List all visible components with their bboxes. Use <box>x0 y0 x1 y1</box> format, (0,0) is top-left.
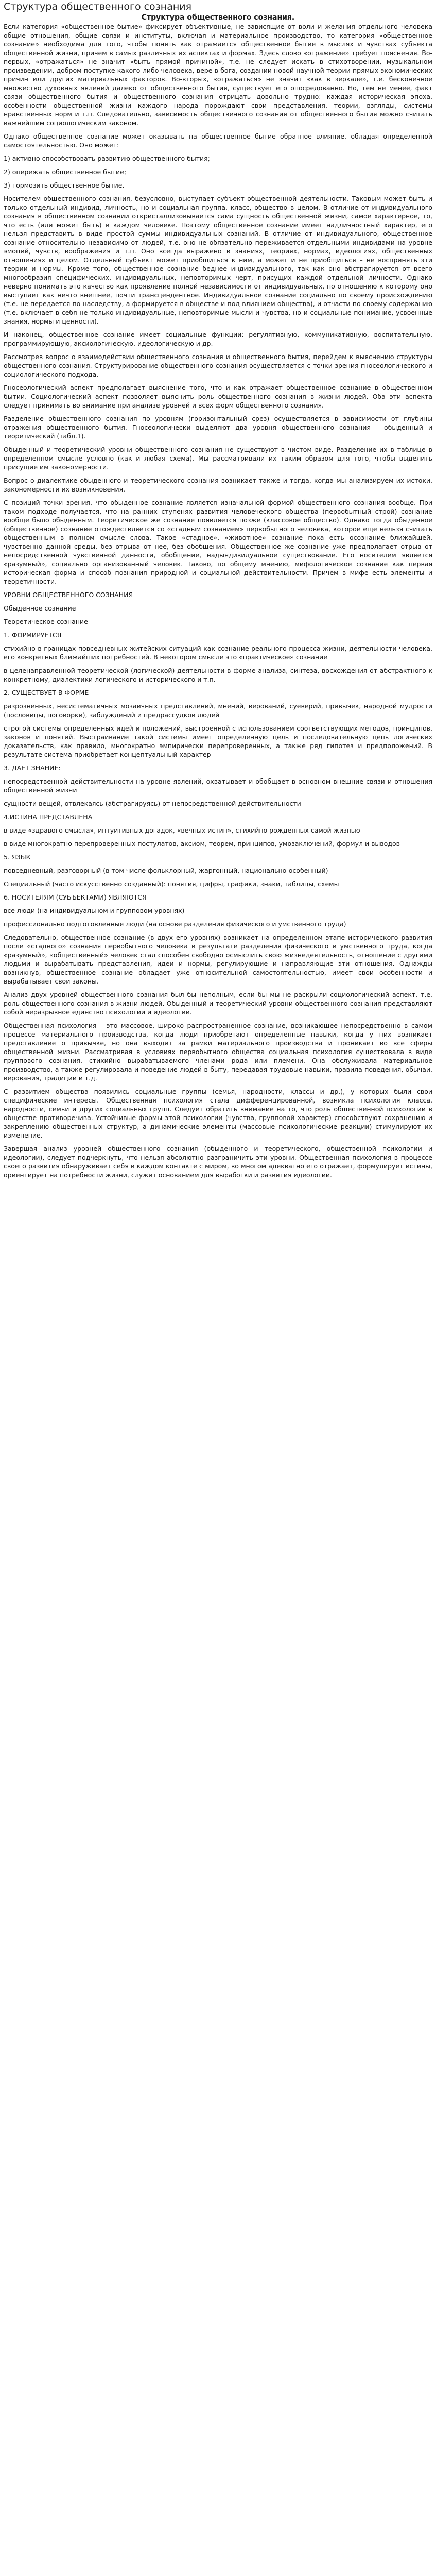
page-title: Структура общественного сознания <box>4 1 192 12</box>
paragraph: Гносеологический аспект предполагает выяснение того, что и как отражает общественное сознание в общественном бытии. Социологический аспект позволяет выяснить роль общественного сознания в жизни людей. Оба эти аспекта следует принимать во внимание при анализе уровней и всех форм общественного сознания. <box>4 384 432 409</box>
paragraph: Завершая анализ уровней общественного сознания (обыденного и теоретического, общественной психологии и идеологии), следует подчеркнуть, что нельзя абсолютно разграничить эти уровни. Общественная психология в процессе своего развития обнаруживает себя в каждом контакте с миром, во многом адекватно его отражает, формулирует истины, ориентирует на потребности жизни, служит основанием для выработки и развития идеологии. <box>4 1145 432 1179</box>
levels-theoretical-text: сущности вещей, отвлекаясь (абстрагируясь) от непосредственной действительности <box>4 800 301 807</box>
levels-section-title: 5. ЯЗЫК <box>4 853 31 861</box>
levels-ordinary-text: в виде «здравого смысла», интуитивных догадок, «вечных истин», стихийно рожденных самой жизнью <box>4 826 360 834</box>
levels-theoretical-text: в виде многократно перепроверенных постулатов, аксиом, теорем, принципов, умозаключений, формул и выводов <box>4 840 400 848</box>
levels-section-title: 1. ФОРМИРУЕТСЯ <box>4 631 62 639</box>
paragraph: Разделение общественного сознания по уровням (горизонтальный срез) осуществляется в зависимости от глубины отражения общественного бытия. Гносеологически выделяют два уровня общественного сознания – обыденный и теоретический (табл.1). <box>4 415 432 440</box>
paragraph: Однако общественное сознание может оказывать на общественное бытие обратное влияние, обладая определенной самостоятельностью. Оно может: <box>4 132 432 149</box>
levels-section-title: 3. ДАЕТ ЗНАНИЕ: <box>4 764 61 772</box>
paragraph: Носителем общественного сознания, безусловно, выступает субъект общественной деятельности. Таковым может быть и только отдельный индивид, личность, но и социальная группа, класс, общество в целом. В отличие от индивидуального сознания в общественном сознании откристаллизовывается сама сущность общественной жизни, самое характерное, то, что есть (или может быть) в каждом человеке. Поэтому общественное сознание имеет надличностный характер, его нельзя представить в виде простой суммы индивидуальных сознаний. В отличие от индивидуального, общественное сознание относительно независимо от людей, т.е. оно не обязательно переживается отдельными индивидами на уровне эмоций, чувств, воображения и т.п. Оно всегда выражено в знаниях, теориях, нормах, идеологиях, общественных отношениях и целом. Отдельный субъект может приобщиться к ним, а может и не приобщиться – не воспринять эти теории и нормы. Кроме того, общественное сознание беднее индивидуального, так как оно абстрагируется от всего многообразия специфических, индивидуальных, неповторимых черт, присущих каждой отдельной личности. Однако неверно понимать это качество как проявление полной независимости от индивидуальных, по отношению к которому оно выступает как нечто внешнее, почти трансцендентное. Индивидуальное сознание социально по своему происхождению (т.е. не передается по наследству, а формируется в обществе и под влиянием общества), и отчасти по своему содержанию (т.е. включает в себя не только индивидуальные, неповторимые мысли и чувства, но и социальные понимание, усвоенные знания, нормы и ценности). <box>4 195 432 325</box>
document-title: Структура общественного сознания. <box>141 13 295 22</box>
document-page <box>0 0 436 1183</box>
levels-ordinary-text: стихийно в границах повседневных житейских ситуаций как сознание реального процесса жизни, деятельности человека, его конкретных ближайших потребностей. В некотором смысле это «практическое» сознание <box>4 645 432 661</box>
levels-ordinary-label: Обыденное сознание <box>4 604 76 612</box>
list-item: 3) тормозить общественное бытие. <box>4 181 125 189</box>
levels-theoretical-text: в целенаправленной теоретической (логической) деятельности в форме анализа, синтеза, восхождения от абстрактного к конкретному, диалектики логического и исторического и т.п. <box>4 667 432 683</box>
paragraph: Вопрос о диалектике обыденного и теоретического сознания возникает также и тогда, когда мы анализируем их истоки, закономерности их возникновения. <box>4 477 432 493</box>
levels-section-title: 2. СУЩЕСТВУЕТ В ФОРМЕ <box>4 689 89 697</box>
paragraph: Общественная психология – это массовое, широко распространенное сознание, возникающее непосредственно в самом процессе материального производства, когда люди приобретают определенные навыки, когда у них возникает представление о привычке, но она выходит за рамки материального производства и проникает во все сферы общественной жизни. Рассматривая в условиях первобытного общества социальная психология существовала в виде группового сознания, стихийно вырабатываемого членами рода или племени. Она обслуживала материальное производство, а также регулировала и поведение людей в быту, передавая трудовые навыки, правила поведения, обычаи, верования, традиции и т.д. <box>4 1022 432 1082</box>
levels-ordinary-text: непосредственной действительности на уровне явлений, охватывает и обобщает в основном внешние связи и отношения общественной жизни <box>4 777 432 794</box>
levels-section-title: 4.ИСТИНА ПРЕДСТАВЛЕНА <box>4 813 93 821</box>
paragraph: С позиций точки зрения, что обыденное сознание является изначальной формой общественного сознания вообще. При таком подходе получается, что на ранних ступенях развития человеческого общества (первобытный строй) сознание вообще было обыденным. Теоретическое же сознание появляется позже (классовое общество). Однако тогда обыденное (общественное) сознание отождествляется со «стадным сознанием» первобытного человека, которое еще нельзя считать общественным в полном смысле слова. Такое «стадное», «животное» сознание пока есть осознание ближайшей, чувственно данной среды, без отрыва от нее, без обобщения. Общественное же сознание уже предполагает отрыв от непосредственной чувственной данности, обобщение, надындивидуальное существование. Его носителем является «разумный», социально организованный человек. Таково, по общему мнению, мифологическое сознание как первая историческая форма и способ познания природной и социальной действительности. Причем в мифе есть элементы и теоретичности. <box>4 499 432 585</box>
levels-theoretical-text: профессионально подготовленные люди (на основе разделения физического и умственного труда) <box>4 920 346 928</box>
list-item: 1) активно способствовать развитию общественного бытия; <box>4 155 210 162</box>
paragraph: Рассмотрев вопрос о взаимодействии общественного сознания и общественного бытия, перейдем к выяснению структуры общественного сознания. Структурирование общественного сознания осуществляется с точки зрения гносеологического и социологического подхода. <box>4 353 432 378</box>
list-item: 2) опережать общественное бытие; <box>4 168 127 176</box>
levels-heading: УРОВНИ ОБЩЕСТВЕННОГО СОЗНАНИЯ <box>4 591 133 599</box>
levels-ordinary-text: повседневный, разговорный (в том числе фольклорный, жаргонный, национально-особенный) <box>4 867 328 874</box>
paragraph: И наконец, общественное сознание имеет социальные функции: регулятивную, коммуникативную, воспитательную, программирующую, аксиологическую, идеологическую и др. <box>4 331 432 347</box>
paragraph: Если категория «общественное бытие» фиксирует объективные, не зависящие от воли и желания отдельного человека общие отношения, общие связи и институты, включая и материальное производство, то категория «общественное сознание» необходима для того, чтобы понять как отражается общественное бытие в мыслях и чувствах субъекта общественной жизни, причем в самых различных их аспектах и формах. Здесь слово «отражение» требует пояснения. Во-первых, «отражаться» не значит «быть прямой причиной», т.е. не следует искать в стихотворении, музыкальном произведении, добром поступке какого-либо человека, вере в бога, создании новой научной теории прямых экономических причин или других материальных факторов. Во-вторых, «отражаться» не значит «как в зеркале», т.е. бесконечное множество духовных явлений далеко от общественного бытия, существует его опосредованно. Но, тем не менее, факт связи общественного бытия и общественного сознания отрицать довольно трудно: каждая историческая эпоха, особенности общественной жизни каждого народа порождают свои представления, теории, взгляды, системы нравственных норм и т.п. Следовательно, зависимость общественного сознания от общественного бытия можно считать важнейшим социологическим законом. <box>4 23 432 127</box>
paragraph: Следовательно, общественное сознание (в двух его уровнях) возникает на определенном этапе исторического развития после «стадного» сознания первобытного человека в результате разделения физического и умственного труда, когда «разумный», «общественный» человек стал способен свободно осмыслить свою жизнедеятельность, отношение с другими людьми и вырабатывать представления, идеи и нормы, регулирующие и направляющие эти отношения. Однажды возникнув, общественное сознание обладает уже относительной самостоятельностью, имеет свои особенности и вырабатывает свои законы. <box>4 934 432 985</box>
levels-section-title: 6. НОСИТЕЛЯМ (СУБЪЕКТАМИ) ЯВЛЯЮТСЯ <box>4 893 147 901</box>
levels-theoretical-text: строгой системы определенных идей и положений, выстроенной с использованием соответствующих методов, принципов, законов и понятий. Выстраивание такой системы имеет определенную цель и последовательную цепь логических доказательств, как правило, многократно эмпирически перепроверенных, а также ряд гипотез и предположений. В результате система приобретает концептуальный характер <box>4 724 432 758</box>
levels-theoretical-label: Теоретическое сознание <box>4 618 88 625</box>
paragraph: Обыденный и теоретический уровни общественного сознания не существуют в чистом виде. Разделение их в таблице в определенном смысле условно (как и любая схема). Мы рассматривали их таким образом для того, чтобы выделить присущие им закономерности. <box>4 446 432 471</box>
paragraph: С развитием общества появились социальные группы (семья, народности, классы и др.), у которых были свои специфические интересы. Общественная психология стала дифференцированной, возникла психология класса, народности, семьи и других социальных групп. Следует обратить внимание на то, что роль общественной психологии в обществе противоречива. Устойчивые формы этой психологии (чувства, групповой характер) способствуют сохранению и закреплению общественных структур, а динамические элементы (массовые психологические реакции) стимулируют их изменение. <box>4 1088 432 1139</box>
levels-ordinary-text: разрозненных, несистематичных мозаичных представлений, мнений, верований, суеверий, привычек, народной мудрости (пословицы, поговорки), заблуждений и предрассудков людей <box>4 702 432 719</box>
paragraph: Анализ двух уровней общественного сознания был бы неполным, если бы мы не раскрыли социологический аспект, т.е. роль общественного сознания в жизни людей. Обыденный и теоретический уровни общественного сознания представляют собой неразрывное единство психологии и идеологии. <box>4 991 432 1016</box>
levels-theoretical-text: Специальный (часто искусственно созданный): понятия, цифры, графики, знаки, таблицы, схемы <box>4 880 339 888</box>
levels-ordinary-text: все люди (на индивидуальном и групповом уровнях) <box>4 907 185 914</box>
